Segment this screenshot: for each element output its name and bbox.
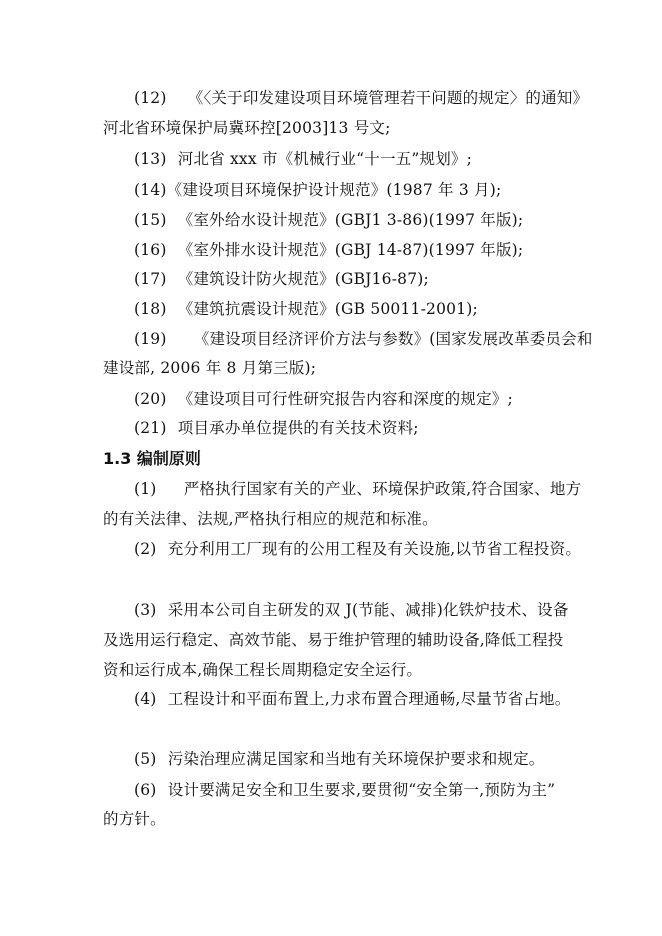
principle-5 xyxy=(134,749,634,769)
item-text: 《建筑设计防火规范》(GBJ16-87); xyxy=(177,270,429,288)
item-text: 工程设计和平面布置上,力求布置合理通畅,尽量节省占地。 xyxy=(167,690,571,708)
item-text: 《室外给水设计规范》(GBJ1 3-86)(1997 年版); xyxy=(177,211,524,229)
reference-item-18 xyxy=(134,299,634,319)
principle-3-continued-1: 及选用运行稳定、高效节能、易于维护管理的辅助设备,降低工程投 xyxy=(103,631,564,649)
principle-3-continued-2: 资和运行成本,确保工程长周期稳定安全运行。 xyxy=(103,661,423,679)
item-number: (4) xyxy=(134,690,157,708)
item-text: 采用本公司自主研发的双 J(节能、减排)化铁炉技术、设备 xyxy=(167,601,569,619)
reference-item-21 xyxy=(134,418,634,438)
item-number: (14) xyxy=(134,181,167,199)
reference-item-12-continued: 河北省环境保护局冀环控[2003]13 号文; xyxy=(103,119,391,137)
principle-6 xyxy=(134,780,634,800)
principle-4 xyxy=(134,689,634,709)
item-number: (20) xyxy=(134,390,167,408)
reference-item-15 xyxy=(134,210,634,230)
item-text: 污染治理应满足国家和当地有关环境保护要求和规定。 xyxy=(167,750,545,768)
section-heading: 1.3 编制原则 xyxy=(103,449,201,468)
reference-item-12 xyxy=(134,88,634,108)
item-text: 设计要满足安全和卫生要求,要贯彻“安全第一,预防为主” xyxy=(167,781,556,799)
item-number: (6) xyxy=(134,781,157,799)
item-text: 严格执行国家有关的产业、环境保护政策,符合国家、地方 xyxy=(183,480,582,498)
item-number: (12) xyxy=(134,89,167,107)
item-text: 《建设项目经济评价方法与参数》(国家发展改革委员会和 xyxy=(193,330,593,348)
item-text: 河北省 xxx 市《机械行业“十一五”规划》; xyxy=(177,150,473,168)
reference-item-17 xyxy=(134,269,634,289)
item-text: 《建设项目环境保护设计规范》(1987 年 3 月); xyxy=(166,181,502,199)
item-text: 项目承办单位提供的有关技术资料; xyxy=(177,419,419,437)
reference-item-13 xyxy=(134,149,634,169)
item-number: (17) xyxy=(134,270,167,288)
item-number: (21) xyxy=(134,419,167,437)
item-number: (18) xyxy=(134,300,167,318)
item-text: 《室外排水设计规范》(GBJ 14-87)(1997 年版); xyxy=(177,241,524,259)
principle-1-continued: 的有关法律、法规,严格执行相应的规范和标准。 xyxy=(103,510,438,528)
item-number: (15) xyxy=(134,211,167,229)
principle-1 xyxy=(134,479,634,499)
item-number: (2) xyxy=(134,540,157,558)
reference-item-19 xyxy=(134,329,634,349)
item-number: (13) xyxy=(134,150,167,168)
item-number: (3) xyxy=(134,601,157,619)
item-number: (16) xyxy=(134,241,167,259)
reference-item-16 xyxy=(134,240,634,260)
reference-item-19-continued: 建设部, 2006 年 8 月第三版); xyxy=(103,359,317,377)
item-number: (5) xyxy=(134,750,157,768)
principle-6-continued: 的方针。 xyxy=(103,810,166,828)
principle-3 xyxy=(134,600,634,620)
principle-2 xyxy=(134,539,634,559)
item-text: 充分利用工厂现有的公用工程及有关设施,以节省工程投资。 xyxy=(167,540,582,558)
item-number: (19) xyxy=(134,330,167,348)
reference-item-20 xyxy=(134,389,634,409)
item-number: (1) xyxy=(134,480,157,498)
item-text: 《建筑抗震设计规范》(GB 50011-2001); xyxy=(177,300,478,318)
item-text: 《建设项目可行性研究报告内容和深度的规定》; xyxy=(177,390,513,408)
item-text: 《〈关于印发建设项目环境管理若干问题的规定〉的通知》 xyxy=(187,89,589,107)
reference-item-14 xyxy=(134,180,634,200)
